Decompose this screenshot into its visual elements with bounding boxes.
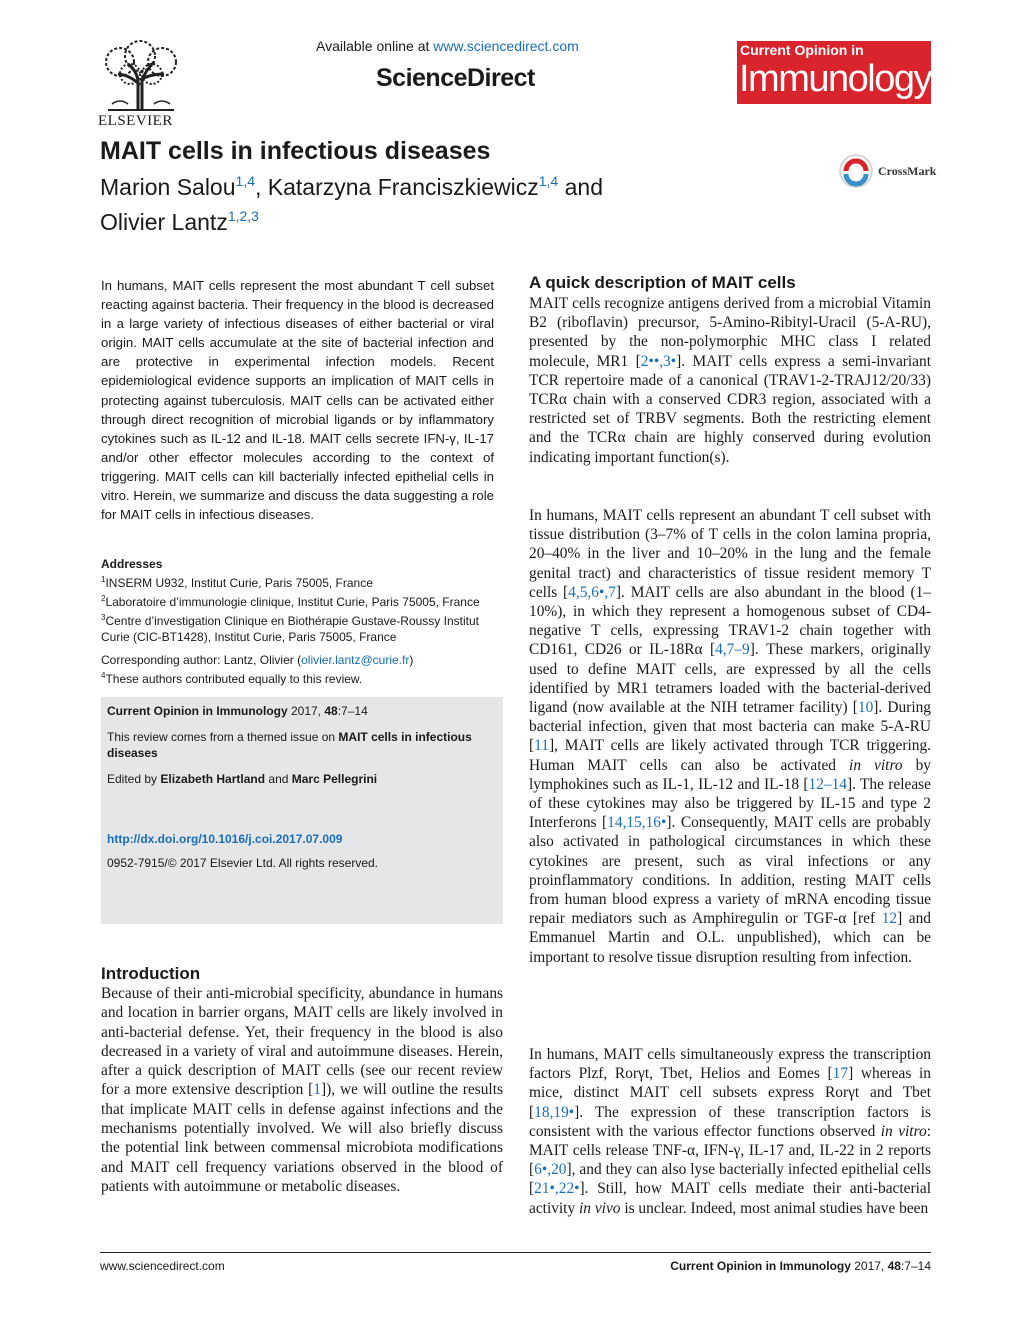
citation-journal: Current Opinion in Immunology bbox=[107, 704, 288, 718]
note-text: These authors contributed equally to this review. bbox=[105, 672, 363, 686]
author-affiliation[interactable]: 1,4 bbox=[538, 173, 559, 189]
editor-name[interactable]: Marc Pellegrini bbox=[291, 772, 378, 786]
text-run: ]), we will outline the results that implicate MAIT cells in defense against infections and the mechanisms potentially involved. We will also briefly discuss the potential link between commensal microbiota modifications and MAIT cell frequency variations observed in the blood of patients with autoimmune or metabolic diseases. bbox=[101, 1081, 503, 1195]
reference-link[interactable]: 11 bbox=[534, 737, 549, 755]
footer-year: 2017, bbox=[850, 1259, 888, 1273]
reference-link[interactable]: 17 bbox=[832, 1065, 849, 1083]
theme-title[interactable]: MAIT cells in infectious diseases bbox=[107, 730, 472, 760]
text-run: In humans, MAIT cells represent an abundant T cell subset with tissue distribution (3–7% of T cells in the colon lamina propria, 20–40% in the liver and 10–20% in the lung and the female genital tract) and characteristics of tissue resident memory T cells [ bbox=[529, 507, 931, 601]
body-paragraph bbox=[529, 506, 931, 967]
text-run: ], MAIT cells are likely activated through TCR triggering. Human MAIT cells can also be activated bbox=[529, 737, 931, 774]
text-run: MAIT cells recognize antigens derived from a microbial Vitamin B2 (riboflavin) precursor, 5-Amino-Ribityl-Uracil (5-A-RU), presented by the non-polymorphic MHC class I related molecule, MR1 [ bbox=[529, 295, 931, 370]
editors-conjunction: and bbox=[265, 772, 292, 786]
crossmark-icon bbox=[838, 152, 874, 190]
italic-run: in vitro bbox=[880, 1122, 927, 1140]
citation-pages: :7–14 bbox=[337, 704, 368, 718]
journal-banner bbox=[737, 41, 931, 104]
citation-line bbox=[107, 703, 495, 719]
text-run: ]. The expression of these transcription factors is consistent with the various effector functions observed bbox=[529, 1103, 931, 1140]
editors-line bbox=[107, 771, 495, 787]
journal-banner-line1: Current Opinion in bbox=[740, 42, 864, 58]
italic-run: in vivo bbox=[579, 1199, 621, 1217]
text-run: by lymphokines such as IL-1, IL-12 and IL-18 [ bbox=[529, 756, 931, 793]
crossmark-label: CrossMark bbox=[878, 164, 937, 178]
reference-link[interactable]: 4,5,6•,7 bbox=[568, 583, 616, 601]
publisher-name: ELSEVIER bbox=[98, 113, 173, 129]
address-item bbox=[101, 591, 504, 610]
reference-link[interactable]: 4,7–9 bbox=[715, 641, 750, 659]
text-run: ]. Consequently, MAIT cells are probably also activated in pathological circumstances in which these cytokines are present, such as viral infections or any proinflammatory conditions. In addition, resting MAIT cells from human blood express a variety of mRNA encoding tissue repair mediators such as Amphiregulin or TGF-α [ref bbox=[529, 814, 931, 928]
themed-issue-line bbox=[107, 729, 495, 761]
article-title: MAIT cells in infectious diseases bbox=[100, 137, 491, 165]
reference-link[interactable]: 21•,22• bbox=[534, 1180, 580, 1198]
correspondence bbox=[101, 652, 504, 687]
corresponding-prefix: Corresponding author: Lantz, Olivier ( bbox=[101, 653, 302, 667]
theme-prefix: This review comes from a themed issue on bbox=[107, 730, 339, 744]
address-item bbox=[101, 572, 504, 591]
italic-run: in vitro bbox=[849, 756, 903, 774]
article-info-box bbox=[101, 697, 503, 924]
reference-link[interactable]: 10 bbox=[857, 699, 874, 717]
body-paragraph bbox=[529, 294, 931, 467]
footer-divider bbox=[100, 1252, 931, 1253]
reference-link[interactable]: 12 bbox=[881, 910, 898, 928]
text-run: Because of their anti-microbial specificity, abundance in humans and location in barrier organs, MAIT cells are likely involved in anti-bacterial defense. Yet, their frequency in the blood is also decreased in a variety of viral and autoimmune diseases. Herein, after a quick description of MAIT cells (see our recent review for a more extensive description [ bbox=[101, 985, 503, 1099]
note-number: 4 bbox=[101, 671, 106, 680]
citation-year: 2017, bbox=[287, 704, 325, 718]
footer-site-link[interactable]: www.sciencedirect.com bbox=[100, 1259, 225, 1273]
footer-volume: 48 bbox=[887, 1259, 901, 1273]
author-affiliation[interactable]: 1,2,3 bbox=[227, 208, 259, 224]
text-run: ]. These markers, originally used to define MAIT cells, are expressed by all the cells identified by MR1 tetramers loaded with the bacterial-derived ligand (now available at the NIH tetramer facility) [ bbox=[529, 641, 931, 717]
text-run: ]. Still, how MAIT cells mediate their anti-bacterial activity bbox=[529, 1180, 931, 1217]
author-affiliation[interactable]: 1,4 bbox=[235, 173, 255, 189]
author-conjunction: and bbox=[564, 174, 603, 200]
address-text: Laboratoire d’immunologie clinique, Institut Curie, Paris 75005, France bbox=[105, 595, 480, 609]
text-run: ]. During bacterial infection, given that most bacteria can make 5-A-RU [ bbox=[529, 699, 931, 755]
author-name[interactable]: Katarzyna Franciszkiewicz bbox=[267, 174, 539, 200]
reference-link[interactable]: 1 bbox=[313, 1081, 321, 1099]
reference-link[interactable]: 6•,20 bbox=[534, 1161, 567, 1179]
text-run: ] and Emmanuel Martin and O.L. unpublished), which can be important to resolve tissue disruption resulting from infection. bbox=[529, 910, 931, 966]
introduction-heading: Introduction bbox=[101, 964, 201, 983]
footer-journal: Current Opinion in Immunology bbox=[670, 1259, 851, 1273]
address-number: 3 bbox=[101, 613, 106, 622]
footer-pages: :7–14 bbox=[900, 1259, 931, 1273]
editor-name[interactable]: Elizabeth Hartland bbox=[160, 772, 266, 786]
available-prefix: Available online at bbox=[316, 38, 434, 54]
issn-copyright: 0952-7915/© 2017 Elsevier Ltd. All rights reserved. bbox=[107, 856, 378, 870]
corresponding-suffix: ) bbox=[409, 653, 414, 667]
journal-banner-line2: Immunology bbox=[739, 58, 931, 100]
text-run: is unclear. Indeed, most animal studies have been bbox=[620, 1199, 929, 1217]
reference-link[interactable]: 18,19• bbox=[534, 1103, 575, 1121]
edited-prefix: Edited by bbox=[107, 772, 161, 786]
reference-link[interactable]: 2••,3• bbox=[640, 352, 677, 370]
text-run: ]. MAIT cells are also abundant in the blood (1–10%), in which they represent a homogenous subset of CD4-negative T cells, expressing TRAV1-2 chain together with CD161, CD26 or IL-18Rα [ bbox=[529, 583, 931, 659]
body-paragraph bbox=[529, 1045, 931, 1218]
author-name[interactable]: Marion Salou bbox=[100, 174, 236, 200]
text-run: ], and they can also lyse bacterially infected epithelial cells [ bbox=[529, 1161, 931, 1198]
corresponding-author bbox=[101, 652, 504, 668]
reference-link[interactable]: 12–14 bbox=[808, 775, 847, 793]
author-list: Marion Salou$^{1,4}$, Katarzyna Franciszkiewicz$^{1,4}$ and Olivier Lantz$^{1,2,3}$ bbox=[100, 173, 603, 235]
equal-contribution-note bbox=[101, 668, 504, 687]
address-text: INSERM U932, Institut Curie, Paris 75005, France bbox=[105, 576, 373, 590]
text-run: : MAIT cells release TNF-α, IFN-γ, IL-17 and, IL-22 in 2 reports [ bbox=[529, 1122, 931, 1179]
quick-description-heading: A quick description of MAIT cells bbox=[529, 273, 796, 292]
address-number: 1 bbox=[101, 575, 106, 584]
available-online bbox=[316, 38, 579, 54]
author-name[interactable]: Olivier Lantz bbox=[100, 209, 228, 235]
address-number: 2 bbox=[101, 594, 106, 603]
introduction-paragraph bbox=[101, 984, 503, 1196]
text-run: ]. The release of these cytokines may also be triggered by IL-15 and type 2 Interferons [ bbox=[529, 775, 931, 832]
sciencedirect-wordmark: ScienceDirect bbox=[376, 64, 535, 92]
addresses bbox=[101, 556, 504, 645]
citation-volume: 48 bbox=[324, 704, 338, 718]
addresses-heading: Addresses bbox=[101, 557, 163, 571]
corresponding-email-link[interactable]: olivier.lantz@curie.fr bbox=[301, 653, 410, 667]
text-run: ] whereas in mice, distinct MAIT cell subsets express Rorγt and Tbet [ bbox=[529, 1065, 931, 1121]
text-run: In humans, MAIT cells simultaneously express the transcription factors Plzf, Rorγt, Tbet, Helios and Eomes [ bbox=[529, 1046, 931, 1083]
address-item bbox=[101, 610, 504, 645]
footer-citation bbox=[670, 1259, 931, 1273]
doi-link[interactable]: http://dx.doi.org/10.1016/j.coi.2017.07.009 bbox=[107, 832, 343, 846]
address-text: Centre d’investigation Clinique en Biothérapie Gustave-Roussy Institut Curie (CIC-BT1428), Institut Curie, Paris 75005, France bbox=[101, 614, 479, 644]
crossmark-badge[interactable] bbox=[838, 152, 938, 192]
abstract: In humans, MAIT cells represent the most abundant T cell subset reacting against bacteria. Their frequency in the blood is decreased in a large variety of infectious diseases of either bacterial or viral origin. MAIT cells accumulate at the site of bacterial infection and are protective in experimental infection models. Recent epidemiological evidence supports an implication of MAIT cells in protecting against tuberculosis. MAIT cells can be activated either through direct recognition of microbial ligands or by inflammatory cytokines such as IL-12 and IL-18. MAIT cells secrete IFN-γ, IL-17 and/or other effector molecules according to the context of triggering. MAIT cells can kill bacterially infected epithelial cells in vitro. Herein, we summarize and discuss the data suggesting a role for MAIT cells in infectious diseases. bbox=[101, 278, 494, 523]
sciencedirect-link[interactable]: www.sciencedirect.com bbox=[433, 38, 579, 54]
reference-link[interactable]: 14,15,16• bbox=[607, 814, 667, 832]
text-run: ]. MAIT cells express a semi-invariant TCR repertoire made of a canonical (TRAV1-2-TRAJ12/20/33) TCRα chain with a conserved CDR3 region, associated with a restricted set of TRBV segments. Both the restricting element and the TCRα chain are highly conserved during evolution indicating important function(s). bbox=[529, 352, 931, 466]
